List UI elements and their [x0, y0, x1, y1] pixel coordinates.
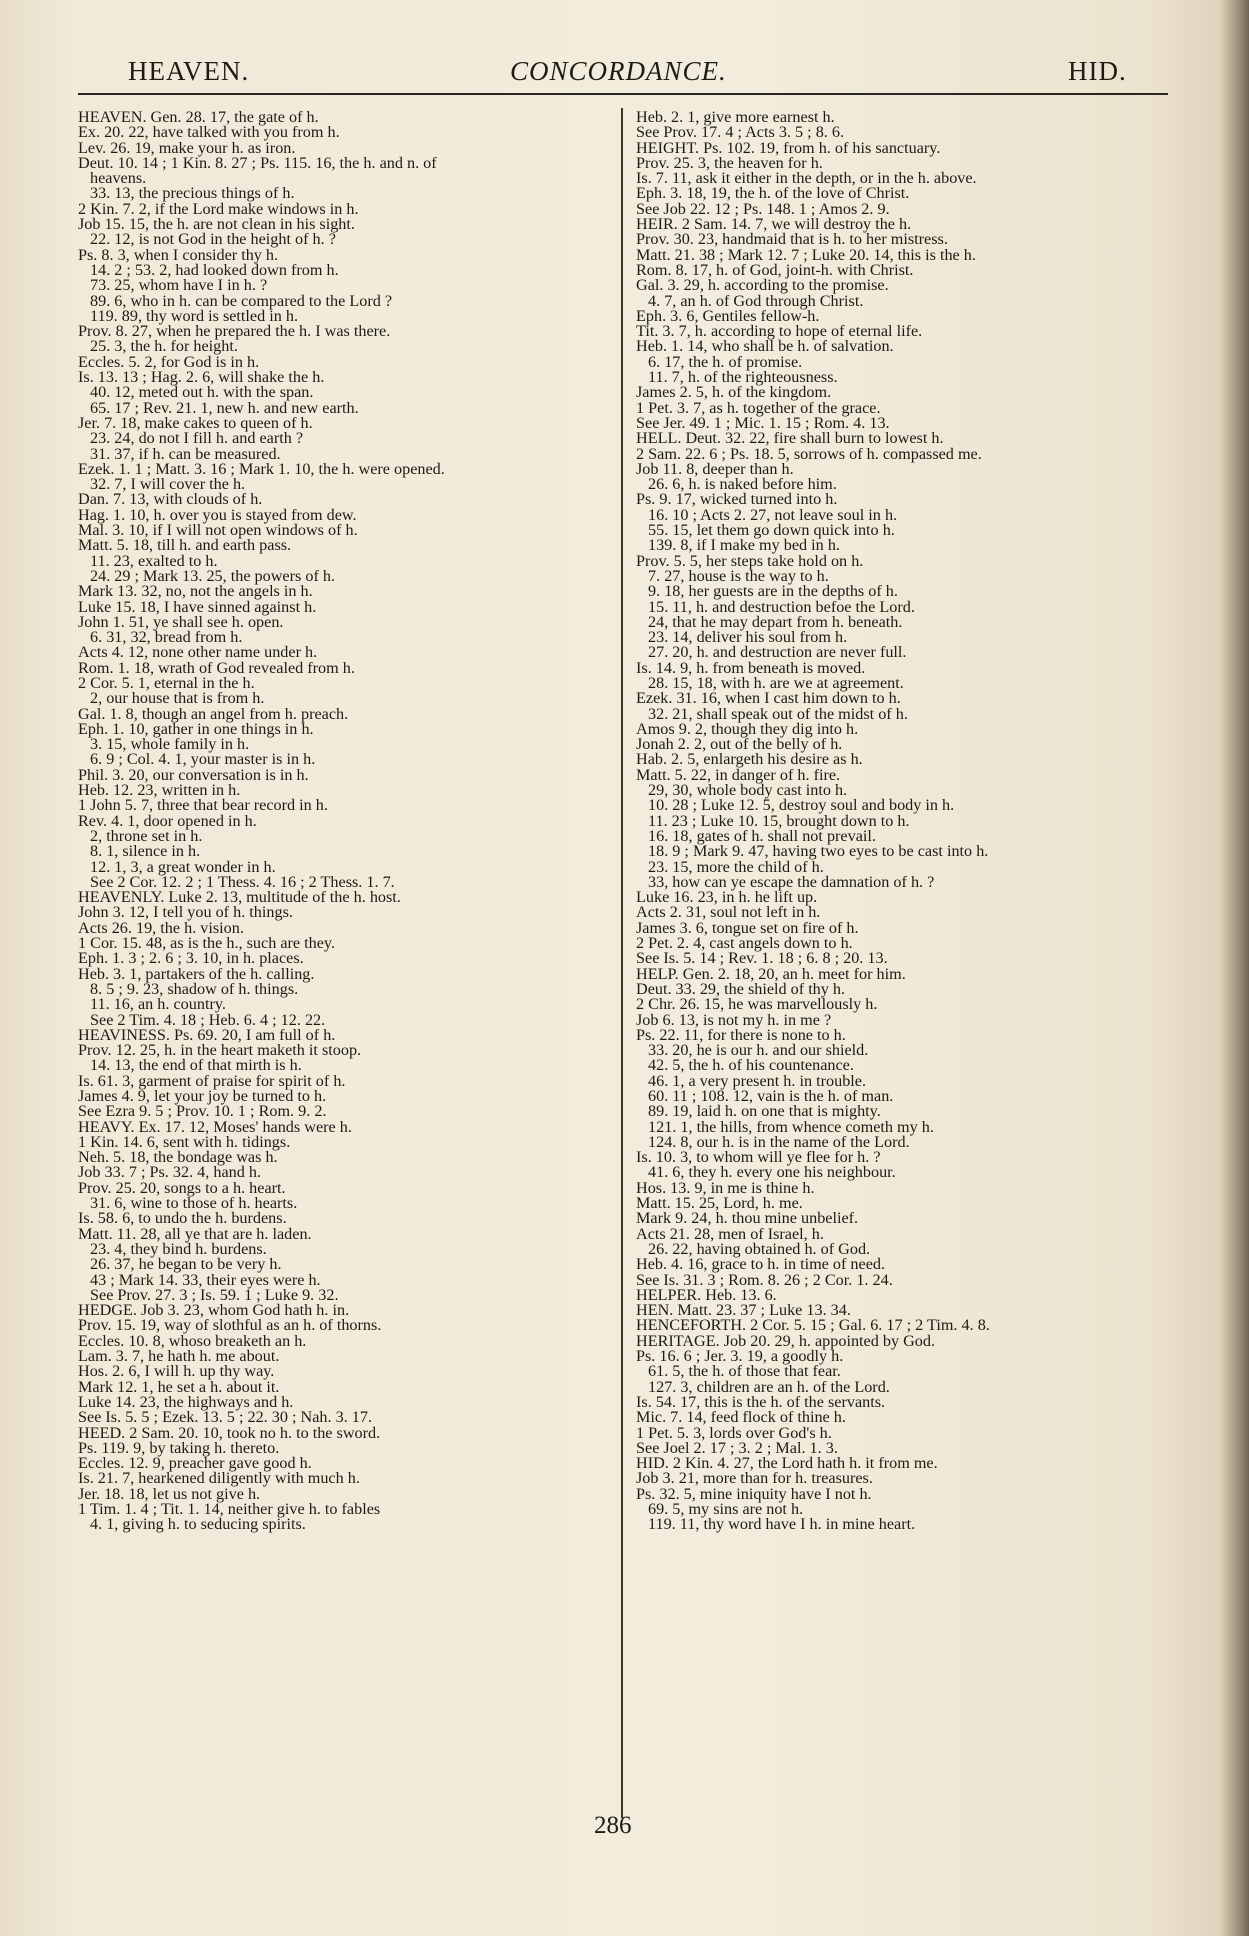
reference-line: 89. 19, laid h. on one that is mighty. [648, 1102, 881, 1121]
reference-line: Tit. 3. 7, h. according to hope of eternal life. [636, 322, 923, 341]
reference-line: Mark 12. 1, he set a h. about it. [78, 1377, 280, 1396]
reference-line: Prov. 25. 20, songs to a h. heart. [78, 1178, 286, 1197]
reference-line: Job 11. 8, deeper than h. [636, 459, 794, 478]
right-column [636, 110, 1196, 1533]
reference-line: heavens. [90, 169, 147, 188]
reference-line: 23. 4, they bind h. burdens. [90, 1239, 267, 1258]
reference-line: 3. 15, whole family in h. [90, 735, 250, 754]
reference-line: Matt. 5. 22, in danger of h. fire. [636, 765, 841, 784]
reference-line: Job 15. 15, the h. are not clean in his sight. [78, 215, 355, 234]
reference-line: 1 Kin. 14. 6, sent with h. tidings. [78, 1132, 291, 1151]
reference-line: 16. 18, gates of h. shall not prevail. [648, 826, 876, 845]
page-number: 286 [594, 1812, 632, 1839]
headword-entry: HEIGHT. Ps. 102. 19, from h. of his sanctuary. [636, 138, 941, 157]
reference-line: 6. 31, 32, bread from h. [90, 628, 243, 647]
reference-line: 26. 22, having obtained h. of God. [648, 1239, 871, 1258]
reference-line: Matt. 11. 28, all ye that are h. laden. [78, 1224, 312, 1243]
reference-line: 2, throne set in h. [90, 826, 203, 845]
reference-line: 1 Pet. 3. 7, as h. together of the grace. [636, 398, 881, 417]
reference-line: 23. 24, do not I fill h. and earth ? [90, 429, 304, 448]
reference-line: 139. 8, if I make my bed in h. [648, 536, 840, 555]
reference-line: Hos. 2. 6, I will h. up thy way. [78, 1362, 275, 1381]
reference-line: Rom. 8. 17, h. of God, joint-h. with Christ. [636, 260, 914, 279]
reference-line: James 2. 5, h. of the kingdom. [636, 383, 832, 402]
reference-line: 60. 11 ; 108. 12, vain is the h. of man. [648, 1087, 894, 1105]
reference-line: Acts 26. 19, the h. vision. [78, 918, 244, 937]
headword-entry: HEDGE. Job 3. 23, whom God hath h. in. [78, 1301, 350, 1320]
reference-line: James 3. 6, tongue set on fire of h. [636, 918, 859, 937]
headword-entry: HELPER. Heb. 13. 6. [636, 1285, 777, 1304]
left-column [78, 110, 618, 1533]
reference-line: 33. 20, he is our h. and our shield. [648, 1041, 869, 1060]
reference-line: 23. 15, more the child of h. [648, 857, 824, 876]
reference-line: Gal. 1. 8, though an angel from h. preach. [78, 704, 349, 723]
reference-line: Is. 14. 9, h. from beneath is moved. [636, 658, 866, 677]
reference-line: Eph. 3. 18, 19, the h. of the love of Christ. [636, 184, 910, 203]
reference-line: Gal. 3. 29, h. according to the promise. [636, 276, 889, 295]
reference-line: John 3. 12, I tell you of h. things. [78, 903, 293, 922]
reference-line: 11. 16, an h. country. [90, 995, 226, 1014]
reference-line: 121. 1, the hills, from whence cometh my h. [648, 1117, 934, 1136]
reference-line: Matt. 5. 18, till h. and earth pass. [78, 536, 292, 555]
column-divider [621, 108, 623, 1818]
reference-line: Ezek. 31. 16, when I cast him down to h. [636, 689, 901, 708]
reference-line: Ps. 16. 6 ; Jer. 3. 19, a goodly h. [636, 1347, 844, 1366]
reference-line: Lam. 3. 7, he hath h. me about. [78, 1347, 280, 1366]
reference-line: 8. 5 ; 9. 23, shadow of h. things. [90, 979, 299, 998]
reference-line: 26. 6, h. is naked before him. [648, 475, 837, 494]
reference-line: 43 ; Mark 14. 33, their eyes were h. [90, 1270, 321, 1289]
reference-line: 1 Pet. 5. 3, lords over God's h. [636, 1423, 832, 1442]
reference-line: Eccles. 5. 2, for God is in h. [78, 352, 260, 371]
reference-line: 4. 1, giving h. to seducing spirits. [90, 1515, 306, 1534]
reference-line: Matt. 21. 38 ; Mark 12. 7 ; Luke 20. 14, this is the h. [636, 245, 976, 264]
reference-line: 2, our house that is from h. [90, 689, 265, 708]
reference-line: 11. 7, h. of the righteousness. [648, 368, 838, 387]
reference-line: Ps. 8. 3, when I consider thy h. [78, 245, 279, 264]
reference-line: Job 3. 21, more than for h. treasures. [636, 1469, 873, 1488]
reference-line: See Is. 5. 14 ; Rev. 1. 18 ; 6. 8 ; 20. 13. [636, 949, 888, 968]
reference-line: 31. 6, wine to those of h. hearts. [90, 1194, 298, 1213]
reference-line: 89. 6, who in h. can be compared to the Lord ? [90, 291, 393, 310]
reference-line: 14. 13, the end of that mirth is h. [90, 1056, 302, 1075]
headword-entry: HEAVENLY. Luke 2. 13, multitude of the h. host. [78, 888, 401, 907]
reference-line: Prov. 25. 3, the heaven for h. [636, 153, 823, 172]
reference-line: 11. 23, exalted to h. [90, 551, 218, 570]
reference-line: 2 Kin. 7. 2, if the Lord make windows in h. [78, 199, 359, 218]
reference-line: 27. 20, h. and destruction are never full. [648, 643, 907, 662]
reference-line: Hab. 2. 5, enlargeth his desire as h. [636, 750, 863, 769]
reference-line: Heb. 2. 1, give more earnest h. [636, 108, 835, 126]
reference-line: Eph. 1. 3 ; 2. 6 ; 3. 10, in h. places. [78, 949, 304, 968]
reference-line: Jer. 18. 18, let us not give h. [78, 1484, 261, 1503]
reference-line: Is. 58. 6, to undo the h. burdens. [78, 1209, 287, 1228]
reference-line: 1 Tim. 1. 4 ; Tit. 1. 14, neither give h. to fables [78, 1500, 381, 1519]
reference-line: Heb. 12. 23, written in h. [78, 781, 241, 800]
headword-entry: HEN. Matt. 23. 37 ; Luke 13. 34. [636, 1301, 851, 1320]
reference-line: Mark 13. 32, no, not the angels in h. [78, 582, 313, 601]
reference-line: 2 Cor. 5. 1, eternal in the h. [78, 673, 255, 692]
reference-line: Jonah 2. 2, out of the belly of h. [636, 735, 843, 754]
reference-line: Job 33. 7 ; Ps. 32. 4, hand h. [78, 1163, 262, 1182]
reference-line: Matt. 15. 25, Lord, h. me. [636, 1194, 803, 1213]
headword-entry: HERITAGE. Job 20. 29, h. appointed by God. [636, 1331, 936, 1350]
reference-line: 23. 14, deliver his soul from h. [648, 628, 848, 647]
reference-line: 124. 8, our h. is in the name of the Lord. [648, 1132, 910, 1151]
reference-line: 69. 5, my sins are not h. [648, 1500, 804, 1519]
reference-line: John 1. 51, ye shall see h. open. [78, 612, 284, 631]
reference-line: Lev. 26. 19, make your h. as iron. [78, 138, 296, 157]
reference-line: 12. 1, 3, a great wonder in h. [90, 857, 276, 876]
reference-line: See Joel 2. 17 ; 3. 2 ; Mal. 1. 3. [636, 1438, 838, 1457]
reference-line: Is. 61. 3, garment of praise for spirit of h. [78, 1071, 346, 1090]
headword-entry: HEAVINESS. Ps. 69. 20, I am full of h. [78, 1025, 336, 1044]
reference-line: 33. 13, the precious things of h. [90, 184, 295, 203]
running-header [110, 56, 1130, 96]
reference-line: Mark 9. 24, h. thou mine unbelief. [636, 1209, 859, 1228]
header-title: CONCORDANCE. [510, 56, 727, 86]
reference-line: See Ezra 9. 5 ; Prov. 10. 1 ; Rom. 9. 2. [78, 1102, 327, 1121]
headword-entry: HELP. Gen. 2. 18, 20, an h. meet for him. [636, 964, 906, 983]
reference-line: 41. 6, they h. every one his neighbour. [648, 1163, 896, 1182]
reference-line: Prov. 8. 27, when he prepared the h. I was there. [78, 322, 391, 341]
reference-line: Deut. 10. 14 ; 1 Kin. 8. 27 ; Ps. 115. 16, the h. and n. of [78, 153, 437, 172]
reference-line: 9. 18, her guests are in the depths of h. [648, 582, 898, 601]
reference-line: Ps. 32. 5, mine iniquity have I not h. [636, 1484, 872, 1503]
reference-line: Deut. 33. 29, the shield of thy h. [636, 979, 846, 998]
reference-line: Phil. 3. 20, our conversation is in h. [78, 765, 309, 784]
reference-line: 2 Sam. 22. 6 ; Ps. 18. 5, sorrows of h. compassed me. [636, 444, 982, 463]
reference-line: 40. 12, meted out h. with the span. [90, 383, 314, 402]
reference-line: 119. 89, thy word is settled in h. [90, 306, 299, 325]
reference-line: 28. 15, 18, with h. are we at agreement. [648, 673, 904, 692]
reference-line: Eph. 1. 10, gather in one things in h. [78, 719, 314, 738]
reference-line: Ps. 22. 11, for there is none to h. [636, 1025, 846, 1044]
reference-line: 31. 37, if h. can be measured. [90, 444, 281, 463]
reference-line: Hag. 1. 10, h. over you is stayed from dew. [78, 505, 357, 524]
headword-entry: HEAVEN. Gen. 28. 17, the gate of h. [78, 108, 319, 126]
reference-line: See 2 Cor. 12. 2 ; 1 Thess. 4. 16 ; 2 Thess. 1. 7. [90, 872, 395, 891]
reference-line: 10. 28 ; Luke 12. 5, destroy soul and body in h. [648, 796, 955, 815]
reference-line: 6. 9 ; Col. 4. 1, your master is in h. [90, 750, 316, 769]
reference-line: 25. 3, the h. for height. [90, 337, 238, 356]
reference-line: Jer. 7. 18, make cakes to queen of h. [78, 413, 313, 432]
reference-line: 2 Chr. 26. 15, he was marvellously h. [636, 995, 878, 1014]
reference-line: Prov. 15. 19, way of slothful as an h. of thorns. [78, 1316, 382, 1335]
reference-line: 14. 2 ; 53. 2, had looked down from h. [90, 260, 339, 279]
reference-line: Is. 54. 17, this is the h. of the servants. [636, 1392, 886, 1411]
reference-line: See 2 Tim. 4. 18 ; Heb. 6. 4 ; 12. 22. [90, 1010, 326, 1029]
reference-line: Mic. 7. 14, feed flock of thine h. [636, 1408, 846, 1427]
reference-line: 24, that he may depart from h. beneath. [648, 612, 903, 631]
reference-line: Is. 10. 3, to whom will ye flee for h. ? [636, 1148, 881, 1167]
reference-line: 32. 21, shall speak out of the midst of h. [648, 704, 908, 723]
reference-line: Acts 2. 31, soul not left in h. [636, 903, 821, 922]
headword-entry: HELL. Deut. 32. 22, fire shall burn to lowest h. [636, 429, 944, 448]
reference-line: Rom. 1. 18, wrath of God revealed from h. [78, 658, 355, 677]
reference-line: James 4. 9, let your joy be turned to h. [78, 1087, 327, 1105]
reference-line: See Is. 31. 3 ; Rom. 8. 26 ; 2 Cor. 1. 24. [636, 1270, 893, 1289]
header-left-guideword: HEAVEN. [128, 56, 250, 86]
reference-line: 1 John 5. 7, three that bear record in h. [78, 796, 328, 815]
reference-line: See Jer. 49. 1 ; Mic. 1. 15 ; Rom. 4. 13. [636, 413, 890, 432]
reference-line: Ps. 119. 9, by taking h. thereto. [78, 1438, 280, 1457]
reference-line: See Prov. 27. 3 ; Is. 59. 1 ; Luke 9. 32. [90, 1285, 339, 1304]
reference-line: Job 6. 13, is not my h. in me ? [636, 1010, 832, 1029]
reference-line: Prov. 30. 23, handmaid that is h. to her mistress. [636, 230, 948, 249]
reference-line: Is. 13. 13 ; Hag. 2. 6, will shake the h. [78, 368, 325, 387]
reference-line: 6. 17, the h. of promise. [648, 352, 803, 371]
reference-line: Luke 15. 18, I have sinned against h. [78, 597, 317, 616]
reference-line: 42. 5, the h. of his countenance. [648, 1056, 854, 1075]
reference-line: 65. 17 ; Rev. 21. 1, new h. and new earth. [90, 398, 359, 417]
reference-line: 24. 29 ; Mark 13. 25, the powers of h. [90, 566, 336, 585]
reference-line: 32. 7, I will cover the h. [90, 475, 246, 494]
reference-line: 15. 11, h. and destruction befoe the Lord. [648, 597, 915, 616]
reference-line: 26. 37, he began to be very h. [90, 1255, 282, 1274]
headword-entry: HENCEFORTH. 2 Cor. 5. 15 ; Gal. 6. 17 ; 2 Tim. 4. 8. [636, 1316, 990, 1335]
reference-line: Hos. 13. 9, in me is thine h. [636, 1178, 815, 1197]
reference-line: Mal. 3. 10, if I will not open windows of h. [78, 521, 358, 540]
header-right-guideword: HID. [1068, 56, 1127, 86]
reference-line: Neh. 5. 18, the bondage was h. [78, 1148, 278, 1167]
reference-line: 22. 12, is not God in the height of h. ? [90, 230, 336, 249]
reference-line: See Prov. 17. 4 ; Acts 3. 5 ; 8. 6. [636, 123, 845, 142]
reference-line: 16. 10 ; Acts 2. 27, not leave soul in h. [648, 505, 898, 524]
reference-line: Is. 21. 7, hearkened diligently with much h. [78, 1469, 360, 1488]
header-rule [78, 93, 1168, 95]
reference-line: 33, how can ye escape the damnation of h. ? [648, 872, 935, 891]
reference-line: See Is. 5. 5 ; Ezek. 13. 5 ; 22. 30 ; Nah. 3. 17. [78, 1408, 373, 1427]
reference-line: 55. 15, let them go down quick into h. [648, 521, 895, 540]
reference-line: Prov. 12. 25, h. in the heart maketh it stoop. [78, 1041, 362, 1060]
reference-line: See Job 22. 12 ; Ps. 148. 1 ; Amos 2. 9. [636, 199, 890, 218]
reference-line: 119. 11, thy word have I h. in mine heart. [648, 1515, 916, 1534]
reference-line: Acts 21. 28, men of Israel, h. [636, 1224, 824, 1243]
reference-line: Acts 4. 12, none other name under h. [78, 643, 318, 662]
reference-line: 2 Pet. 2. 4, cast angels down to h. [636, 934, 853, 953]
reference-line: Heb. 3. 1, partakers of the h. calling. [78, 964, 315, 983]
headword-entry: HEAVY. Ex. 17. 12, Moses' hands were h. [78, 1117, 352, 1136]
reference-line: 4. 7, an h. of God through Christ. [648, 291, 864, 310]
reference-line: Rev. 4. 1, door opened in h. [78, 811, 257, 830]
reference-line: Eccles. 10. 8, whoso breaketh an h. [78, 1331, 307, 1350]
reference-line: 46. 1, a very present h. in trouble. [648, 1071, 867, 1090]
reference-line: Eph. 3. 6, Gentiles fellow-h. [636, 306, 820, 325]
reference-line: Heb. 4. 16, grace to h. in time of need. [636, 1255, 886, 1274]
reference-line: Luke 16. 23, in h. he lift up. [636, 888, 818, 907]
reference-line: 127. 3, children are an h. of the Lord. [648, 1377, 890, 1396]
reference-line: 11. 23 ; Luke 10. 15, brought down to h. [648, 811, 910, 830]
reference-line: 61. 5, the h. of those that fear. [648, 1362, 841, 1381]
reference-line: Ezek. 1. 1 ; Matt. 3. 16 ; Mark 1. 10, the h. were opened. [78, 459, 445, 478]
headword-entry: HEIR. 2 Sam. 14. 7, we will destroy the h. [636, 215, 912, 234]
reference-line: 8. 1, silence in h. [90, 842, 201, 861]
reference-line: Eccles. 12. 9, preacher gave good h. [78, 1454, 312, 1473]
reference-line: Heb. 1. 14, who shall be h. of salvation. [636, 337, 894, 356]
headword-entry: HID. 2 Kin. 4. 27, the Lord hath h. it from me. [636, 1454, 938, 1473]
reference-line: Prov. 5. 5, her steps take hold on h. [636, 551, 864, 570]
reference-line: Is. 7. 11, ask it either in the depth, or in the h. above. [636, 169, 977, 188]
reference-line: Ex. 20. 22, have talked with you from h. [78, 123, 340, 142]
reference-line: 7. 27, house is the way to h. [648, 566, 829, 585]
headword-entry: HEED. 2 Sam. 20. 10, took no h. to the sword. [78, 1423, 381, 1442]
reference-line: 73. 25, whom have I in h. ? [90, 276, 268, 295]
page-spine-shadow [1219, 0, 1249, 1936]
reference-line: 1 Cor. 15. 48, as is the h., such are they. [78, 934, 336, 953]
reference-line: Ps. 9. 17, wicked turned into h. [636, 490, 838, 509]
reference-line: Amos 9. 2, though they dig into h. [636, 719, 859, 738]
reference-line: Luke 14. 23, the highways and h. [78, 1392, 294, 1411]
reference-line: 29, 30, whole body cast into h. [648, 781, 848, 800]
reference-line: 18. 9 ; Mark 9. 47, having two eyes to be cast into h. [648, 842, 989, 861]
reference-line: Dan. 7. 13, with clouds of h. [78, 490, 263, 509]
